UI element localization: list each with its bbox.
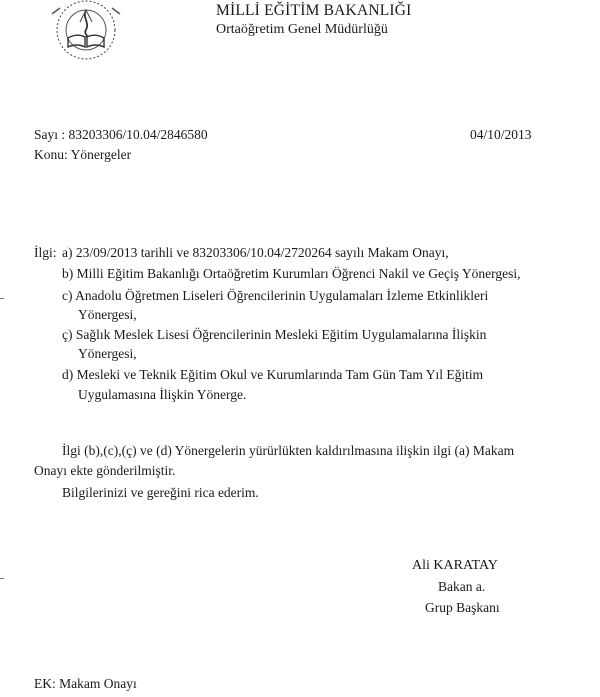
directorate-name: Ortaöğretim Genel Müdürlüğü	[216, 22, 388, 37]
reference-number: Sayı : 83203306/10.04/2846580	[34, 127, 208, 142]
scan-mark	[0, 298, 4, 299]
scan-mark	[0, 578, 4, 579]
ilgi-item: d) Mesleki ve Teknik Eğitim Okul ve Kurumlarında Tam Gün Tam Yıl Eğitim	[62, 367, 484, 382]
body-paragraph-2: Bilgilerinizi ve gereğini rica ederim.	[62, 485, 259, 500]
ministry-emblem-icon	[38, 0, 134, 62]
signatory-title-2: Grup Başkanı	[425, 600, 500, 615]
subject-line: Konu: Yönergeler	[34, 147, 132, 162]
ilgi-item: c) Anadolu Öğretmen Liseleri Öğrencilerinin Uygulamaları İzleme Etkinlikleri	[62, 288, 489, 303]
body-paragraph-1-continuation: Onayı ekte gönderilmiştir.	[34, 463, 176, 478]
document-date: 04/10/2013	[470, 127, 532, 142]
ilgi-item-continuation: Yönergesi,	[78, 346, 137, 361]
signatory-name: Ali KARATAY	[412, 558, 498, 573]
body-paragraph-1: İlgi (b),(c),(ç) ve (d) Yönergelerin yürürlükten kaldırılmasına ilişkin ilgi (a) Makam	[62, 443, 515, 458]
ilgi-item-continuation: Uygulamasına İlişkin Yönerge.	[78, 387, 247, 402]
ministry-name: MİLLİ EĞİTİM BAKANLIĞI	[216, 2, 412, 19]
attachment-line: EK: Makam Onayı	[34, 676, 137, 691]
ilgi-label: İlgi:	[34, 245, 57, 260]
ilgi-item: ç) Sağlık Meslek Lisesi Öğrencilerinin Mesleki Eğitim Uygulamalarına İlişkin	[62, 327, 487, 342]
ilgi-item: a) 23/09/2013 tarihli ve 83203306/10.04/2720264 sayılı Makam Onayı,	[62, 245, 449, 260]
signatory-title-1: Bakan a.	[438, 579, 486, 594]
ilgi-item-continuation: Yönergesi,	[78, 307, 137, 322]
ilgi-item: b) Milli Eğitim Bakanlığı Ortaöğretim Kurumları Öğrenci Nakil ve Geçiş Yönergesi,	[62, 266, 521, 281]
